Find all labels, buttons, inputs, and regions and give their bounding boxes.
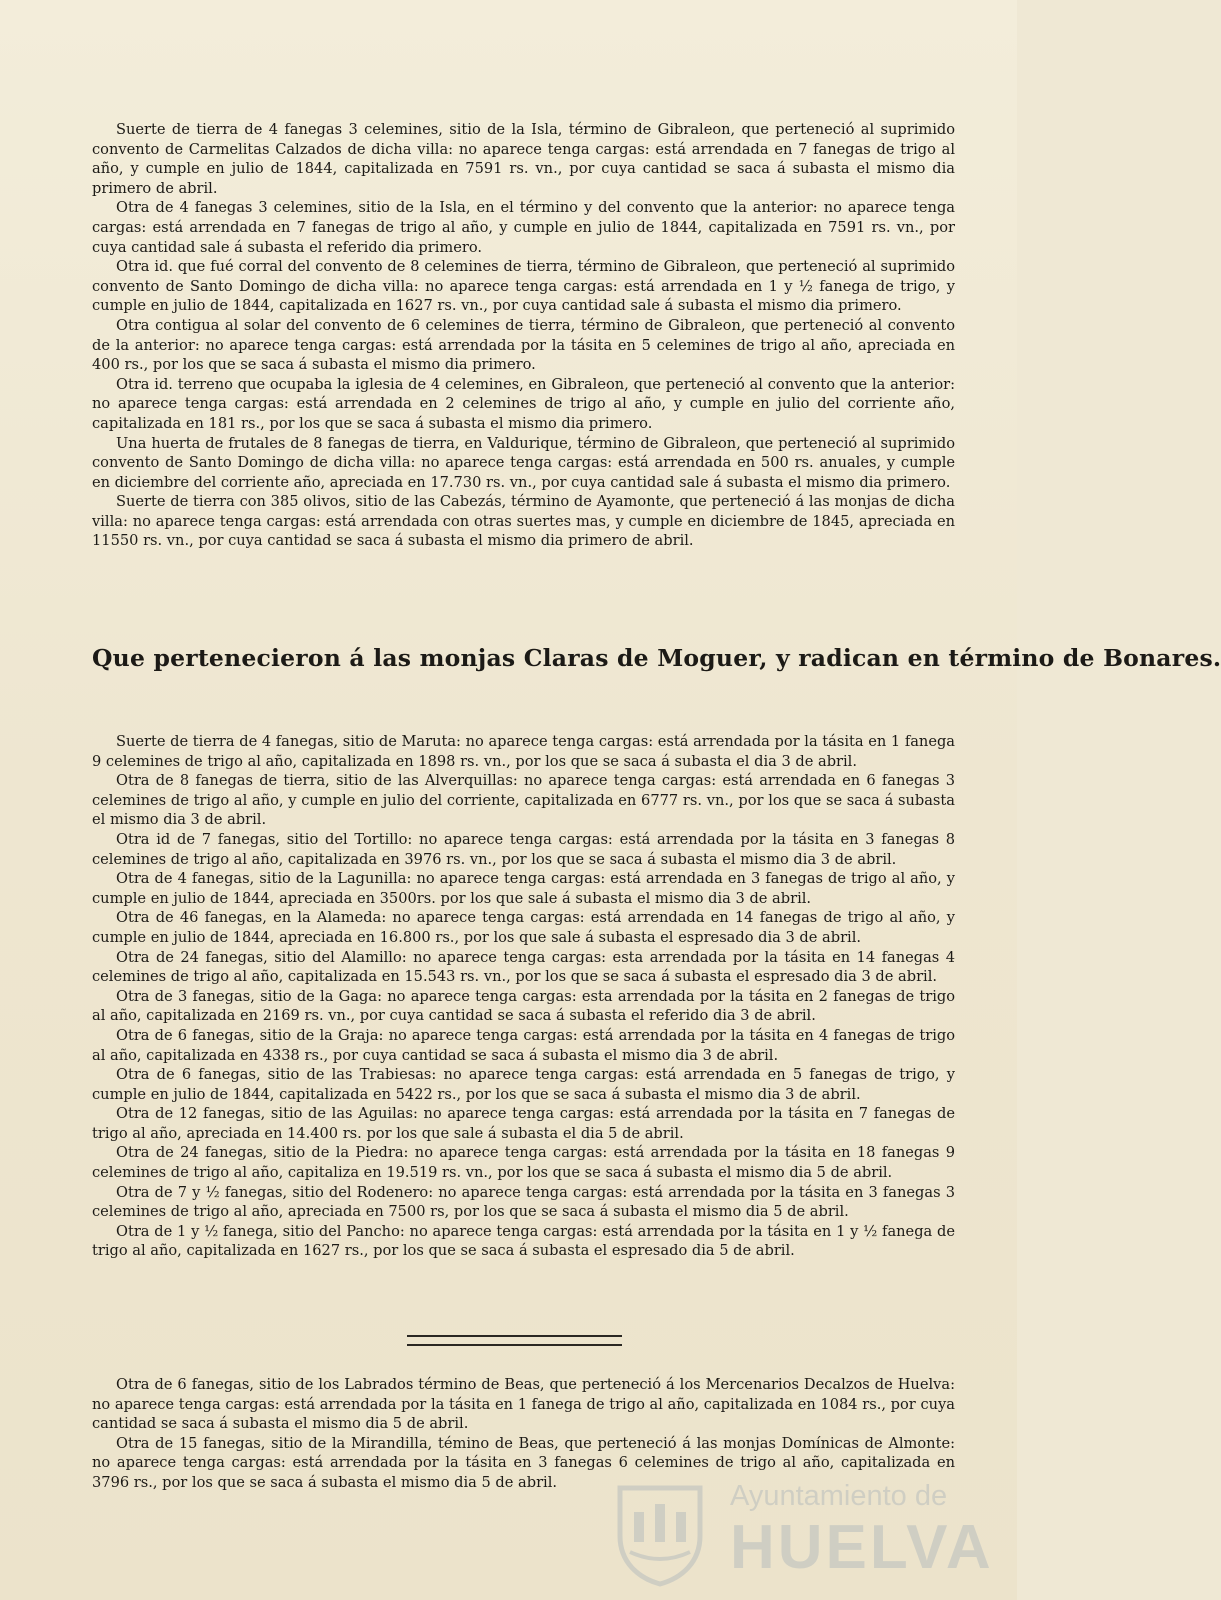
listing-entry: Otra de 46 fanegas, en la Alameda: no aparece tenga cargas: está arrendada en 14 fanegas de trigo al año, y cumple en julio de 1844, apreciada en 16.800 rs., por los que sale á subasta el espresado dia 3 de abril. bbox=[92, 909, 955, 946]
listing-entry: Suerte de tierra de 4 fanegas 3 celemines, sitio de la Isla, término de Gibraleon, que perteneció al suprimido convento de Carmelitas Calzados de dicha villa: no aparece tenga cargas: está arrendada en 7 fanegas de trigo al año, y cumple en julio de 1844, capitalizada en 7591 rs. vn., por cuya cantidad se saca á subasta el mismo dia primero de abril. bbox=[92, 121, 955, 197]
listing-entry: Otra de 24 fanegas, sitio de la Piedra: no aparece tenga cargas: está arrendada por la tásita en 18 fanegas 9 celemines de trigo al año, capitaliza en 19.519 rs. vn., por los que se saca á subasta el mismo dia 5 de abril. bbox=[92, 1144, 955, 1182]
coat-of-arms-icon bbox=[612, 1482, 708, 1586]
listing-entry: Otra de 4 fanegas, sitio de la Lagunilla: no aparece tenga cargas: está arrendada en 3 fanegas de trigo al año, y cumple en julio de 1844, apreciada en 3500rs. por los que sale á subasta el mismo dia 3 de abril. bbox=[92, 870, 955, 907]
listing-entry: Otra de 3 fanegas, sitio de la Gaga: no aparece tenga cargas: esta arrendada por la tásita en 2 fanegas de trigo al año, capitalizada en 2169 rs. vn., por cuya cantidad se saca á subasta el referido dia 3 de abril. bbox=[92, 987, 955, 1025]
watermark bbox=[612, 1478, 992, 1588]
listing-entry: Otra id. terreno que ocupaba la iglesia de 4 celemines, en Gibraleon, que perteneció al convento que la anterior: no aparece tenga cargas: está arrendada en 2 celemines de trigo al año, y cumple en julio del corriente año, capitalizada en 181 rs., por los que se saca á subasta el mismo dia primero. bbox=[92, 375, 955, 432]
listing-entry: Otra de 12 fanegas, sitio de las Aguilas: no aparece tenga cargas: está arrendada por la tásita en 7 fanegas de trigo al año, apreciada en 14.400 rs. por los que sale á subasta el dia 5 de abril. bbox=[92, 1105, 955, 1142]
listing-entry: Otra de 8 fanegas de tierra, sitio de las Alverquillas: no aparece tenga cargas: está arrendada en 6 fanegas 3 celemines de trigo al año, y cumple en julio del corriente, capitalizada en 6777 rs. vn., por los que se saca á subasta el mismo dia 3 de abril. bbox=[92, 772, 955, 829]
listing-entry: Otra de 6 fanegas, sitio de las Trabiesas: no aparece tenga cargas: está arrendada en 5 fanegas de trigo, y cumple en julio de 1844, capitalizada en 5422 rs., por los que se saca á subasta el mismo dia 3 de abril. bbox=[92, 1066, 955, 1103]
listing-entry: Otra de 7 y ½ fanegas, sitio del Rodenero: no aparece tenga cargas: está arrendada por la tásita en 3 fanegas 3 celemines de trigo al año, apreciada en 7500 rs, por los que se saca á subasta el mismo dia 5 de abril. bbox=[92, 1183, 955, 1221]
listing-entry: Suerte de tierra de 4 fanegas, sitio de Maruta: no aparece tenga cargas: está arrendada por la tásita en 1 fanega 9 celemines de trigo al año, capitalizada en 1898 rs. vn., por los que se saca á subasta el dia 3 de abril. bbox=[92, 733, 955, 770]
listing-block-gibraleon bbox=[92, 120, 955, 551]
listing-entry: Otra contigua al solar del convento de 6 celemines de tierra, término de Gibraleon, que perteneció al convento de la anterior: no aparece tenga cargas: está arrendada por la tásita en 5 celemines de trigo al año, apreciada en 400 rs., por los que se saca á subasta el mismo dia primero. bbox=[92, 316, 955, 374]
listing-entry: Otra id. que fué corral del convento de 8 celemines de tierra, término de Gibraleon, que perteneció al suprimido convento de Santo Domingo de dicha villa: no aparece tenga cargas: está arrendada en 1 y ½ fanega de trigo, y cumple en julio de 1844, capitalizada en 1627 rs. vn., por cuya cantidad sale á subasta el mismo dia primero. bbox=[92, 258, 955, 315]
listing-entry: Otra de 6 fanegas, sitio de la Graja: no aparece tenga cargas: está arrendada por la tásita en 4 fanegas de trigo al año, capitalizada en 4338 rs., por cuya cantidad se saca á subasta el mismo dia 3 de abril. bbox=[92, 1026, 955, 1064]
double-rule-divider bbox=[407, 1335, 622, 1346]
listing-entry: Otra id de 7 fanegas, sitio del Tortillo: no aparece tenga cargas: está arrendada por la tásita en 3 fanegas 8 celemines de trigo al año, capitalizada en 3976 rs. vn., por los que se saca á subasta el mismo dia 3 de abril. bbox=[92, 830, 955, 868]
listing-block-bonares bbox=[92, 732, 955, 1261]
watermark-line2: HUELVA bbox=[730, 1513, 994, 1582]
watermark-line1: Ayuntamiento de bbox=[730, 1480, 948, 1512]
listing-entry: Otra de 1 y ½ fanega, sitio del Pancho: no aparece tenga cargas: está arrendada por la tásita en 1 y ½ fanega de trigo al año, capitalizada en 1627 rs., por los que se saca á subasta el espresado dia 5 de abril. bbox=[92, 1222, 955, 1260]
listing-entry: Otra de 6 fanegas, sitio de los Labrados término de Beas, que perteneció á los Mercenarios Decalzos de Huelva: no aparece tenga cargas: está arrendada por la tásita en 1 fanega de trigo al año, capitalizada en 1084 rs., por cuya cantidad se saca á subasta el mismo dia 5 de abril. bbox=[92, 1376, 955, 1433]
section-heading: Que pertenecieron á las monjas Claras de Moguer, y radican en término de Bonares. bbox=[92, 644, 1221, 672]
listing-entry: Suerte de tierra con 385 olivos, sitio de las Cabezás, término de Ayamonte, que perteneció á las monjas de dicha villa: no aparece tenga cargas: está arrendada con otras suertes mas, y cumple en diciembre de 1845, apreciada en 11550 rs. vn., por cuya cantidad se saca á subasta el mismo dia primero de abril. bbox=[92, 493, 955, 550]
listing-entry: Otra de 15 fanegas, sitio de la Mirandilla, témino de Beas, que perteneció á las monjas Domínicas de Almonte: no aparece tenga cargas: está arrendada por la tásita en 3 fanegas 6 celemines de trigo al año, capitalizada en 3796 rs., por los que se saca á subasta el mismo dia 5 de abril. bbox=[92, 1434, 955, 1491]
listing-entry: Otra de 4 fanegas 3 celemines, sitio de la Isla, en el término y del convento que la anterior: no aparece tenga cargas: está arrendada en 7 fanegas de trigo al año, y cumple en julio de 1844, capitalizada en 7591 rs. vn., por cuya cantidad sale á subasta el referido dia primero. bbox=[92, 199, 955, 256]
listing-entry: Una huerta de frutales de 8 fanegas de tierra, en Valdurique, término de Gibraleon, que perteneció al suprimido convento de Santo Domingo de dicha villa: no aparece tenga cargas: está arrendada en 500 rs. anuales, y cumple en diciembre del corriente año, apreciada en 17.730 rs. vn., por cuya cantidad sale á subasta el mismo dia primero. bbox=[92, 434, 955, 491]
listing-entry: Otra de 24 fanegas, sitio del Alamillo: no aparece tenga cargas: esta arrendada por la tásita en 14 fanegas 4 celemines de trigo al año, capitalizada en 15.543 rs. vn., por los que se saca á subasta el espresado dia 3 de abril. bbox=[92, 948, 955, 986]
listing-block-beas bbox=[92, 1375, 955, 1493]
